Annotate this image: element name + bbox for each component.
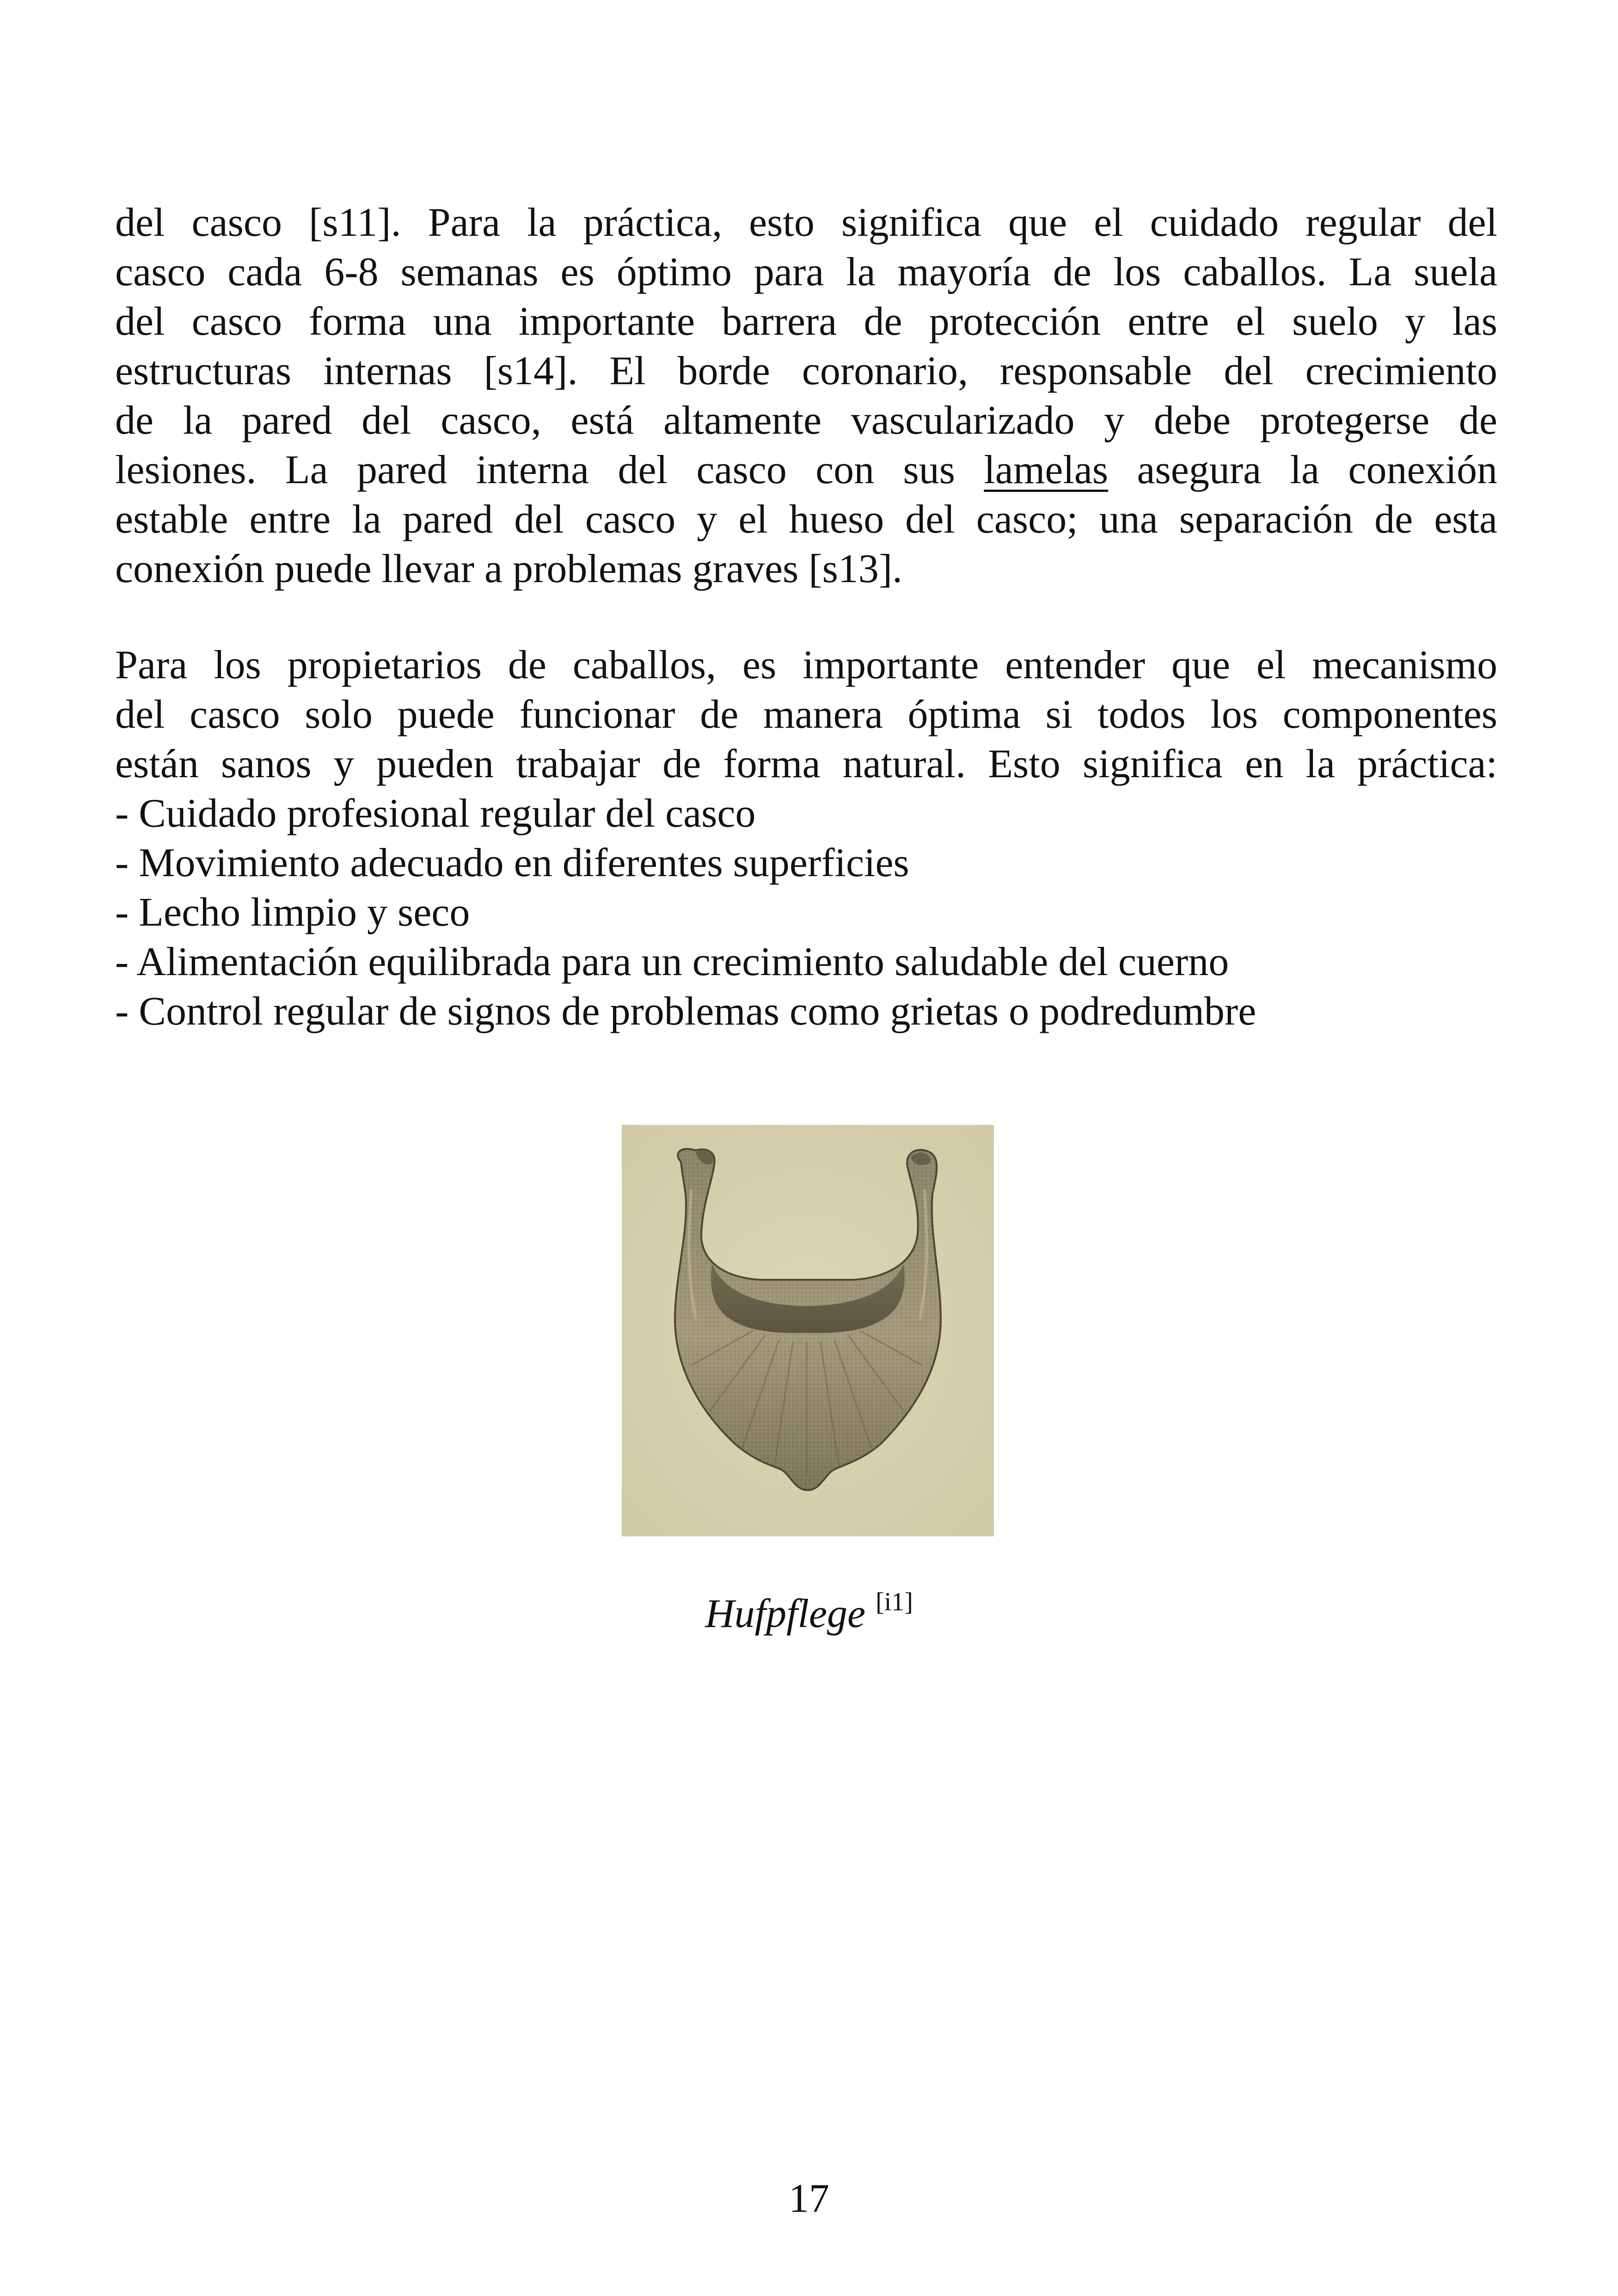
list-item: - Alimentación equilibrada para un crecimiento saludable del cuerno (115, 939, 1229, 984)
paragraph-line: estructuras internas [s14]. El borde coronario, responsable del crecimiento (115, 349, 1497, 393)
figure-caption (462, 1578, 1156, 1639)
hoof-sole-illustration (622, 1125, 994, 1536)
paragraph-line: del casco solo puede funcionar de manera óptima si todos los componentes (115, 692, 1497, 737)
paragraph-hoof-care (115, 198, 1497, 594)
care-recommendations-list (115, 789, 1497, 1036)
caption-reference: [i1] (876, 1588, 913, 1616)
paragraph-line: estable entre la pared del casco y el hueso del casco; una separación de esta (115, 497, 1497, 542)
list-item: - Cuidado profesional regular del casco (115, 791, 756, 836)
hoof-sole-image (622, 1125, 994, 1536)
paragraph-line: conexión puede llevar a problemas graves [s13]. (115, 546, 903, 591)
list-item: - Lecho limpio y seco (115, 890, 470, 935)
paragraph-owners (115, 640, 1497, 789)
paragraph-line: de la pared del casco, está altamente vascularizado y debe protegerse de (115, 398, 1497, 443)
paragraph-text: lesiones. La pared interna del casco con sus (115, 448, 955, 492)
page-number: 17 (789, 2176, 829, 2221)
list-item: - Movimiento adecuado en diferentes superficies (115, 841, 909, 885)
caption-title: Hufpflege (705, 1591, 866, 1636)
paragraph-line: del casco forma una importante barrera de protección entre el suelo y las (115, 299, 1497, 344)
paragraph-text: asegura la conexión (1137, 448, 1498, 492)
paragraph-line: Para los propietarios de caballos, es importante entender que el mecanismo (115, 643, 1497, 688)
lamelas-link[interactable]: lamelas (984, 448, 1109, 492)
list-item: - Control regular de signos de problemas como grietas o podredumbre (115, 989, 1256, 1034)
paragraph-line: están sanos y pueden trabajar de forma natural. Esto significa en la práctica: (115, 742, 1497, 786)
paragraph-line: casco cada 6-8 semanas es óptimo para la mayoría de los caballos. La suela (115, 250, 1497, 295)
paragraph-line-with-link (115, 445, 1497, 495)
paragraph-line: del casco [s11]. Para la práctica, esto significa que el cuidado regular del (115, 200, 1497, 245)
